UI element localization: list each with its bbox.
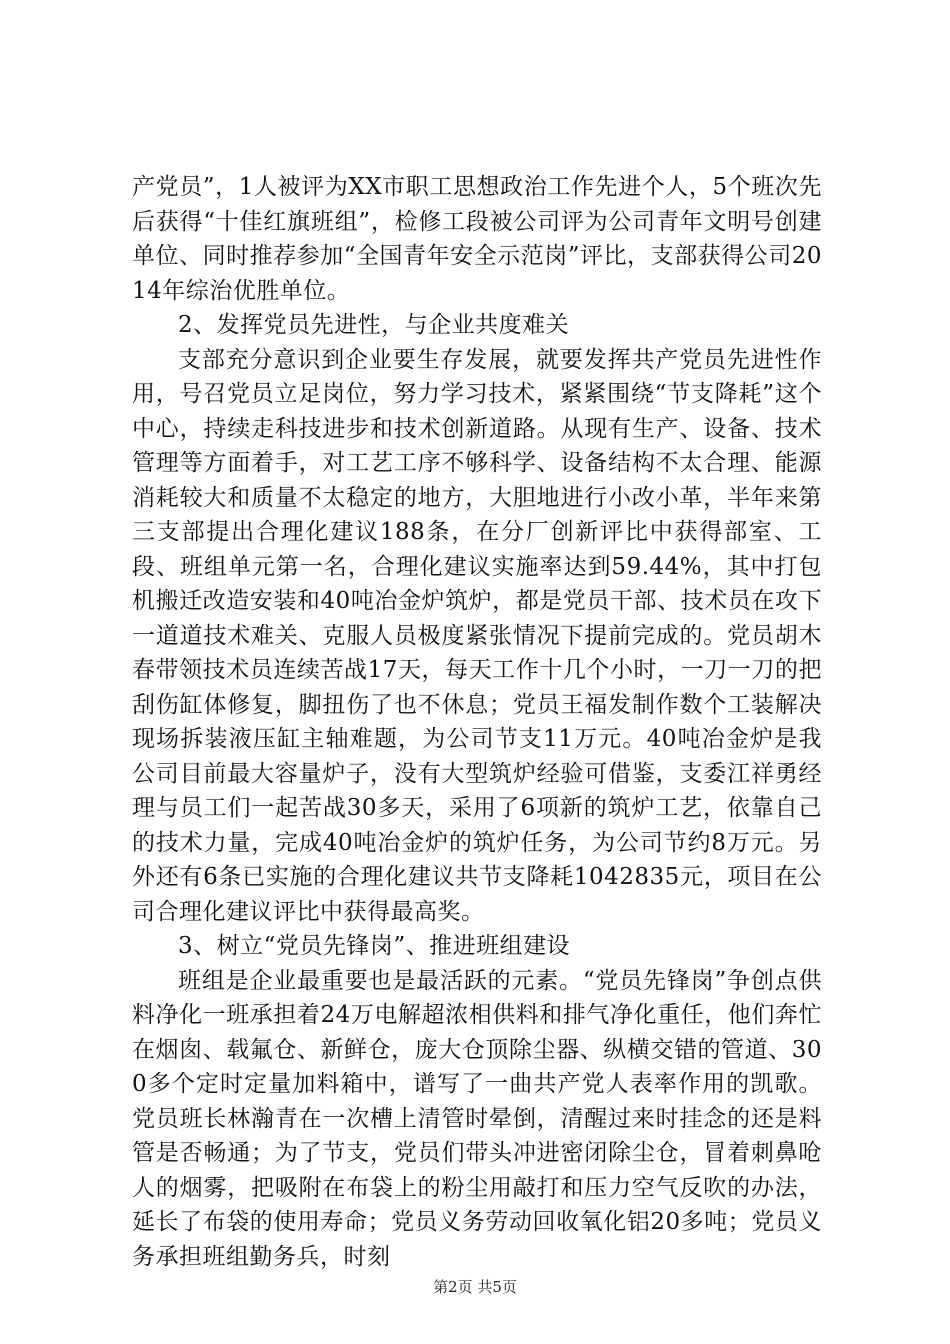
body-paragraph-section-2: 支部充分意识到企业要生存发展，就要发挥共产党员先进性作用，号召党员立足岗位，努力学习技术，紧紧围绕“节支降耗”这个中心，持续走科技进步和技术创新道路。从现有生产、设备、技术管理等方面着手，对工艺工序不够科学、设备结构不太合理、能源消耗较大和质量不太稳定的地方，大胆地进行小改小革，半年来第三支部提出合理化建议188条，在分厂创新评比中获得部室、工段、班组单元第一名，合理化建议实施率达到59.44%，其中打包机搬迁改造安装和40吨冶金炉筑炉，都是党员干部、技术员在攻下一道道技术难关、克服人员极度紧张情况下提前完成的。党员胡木春带领技术员连续苦战17天，每天工作十几个小时，一刀一刀的把刮伤缸体修复，脚扭伤了也不休息；党员王福发制作数个工装解决现场拆装液压缸主轴难题，为公司节支11万元。40吨冶金炉是我公司目前最大容量炉子，没有大型筑炉经验可借鉴，支委江祥勇经理与员工们一起苦战30多天，采用了6项新的筑炉工艺，依靠自己的技术力量，完成40吨冶金炉的筑炉任务，为公司节约8万元。另外还有6条已实施的合理化建议共节支降耗1042835元，项目在公司合理化建议评比中获得最高奖。 [132, 346, 822, 925]
body-paragraph-section-3: 班组是企业最重要也是最活跃的元素。“党员先锋岗”争创点供料净化一班承担着24万电解超浓相供料和排气净化重任，他们奔忙在烟囱、载氟仓、新鲜仓，庞大仓顶除尘器、纵横交错的管道、300多个定时定量加料箱中，谱写了一曲共产党人表率作用的凯歌。党员班长林瀚青在一次槽上清管时晕倒，清醒过来时挂念的还是料管是否畅通；为了节支，党员们带头冲进密闭除尘仓，冒着刺鼻呛人的烟雾，把吸附在布袋上的粉尘用敲打和压力空气反吹的办法，延长了布袋的使用寿命；党员义务劳动回收氧化铝20多吨；党员义务承担班组勤务兵，时刻 [132, 967, 822, 1270]
body-paragraph-continuation: 产党员”，1人被评为XX市职工思想政治工作先进个人，5个班次先后获得“十佳红旗班组”，检修工段被公司评为公司青年文明号创建单位、同时推荐参加“全国青年安全示范岗”评比，支部获得公司2014年综治优胜单位。 [132, 174, 822, 304]
page-number-footer: 第2页 共5页 [433, 1278, 517, 1296]
section-heading-3: 3、树立“党员先锋岗”、推进班组建设 [178, 933, 571, 959]
section-heading-2: 2、发挥党员先进性，与企业共度难关 [178, 312, 570, 338]
document-body [132, 170, 822, 1274]
